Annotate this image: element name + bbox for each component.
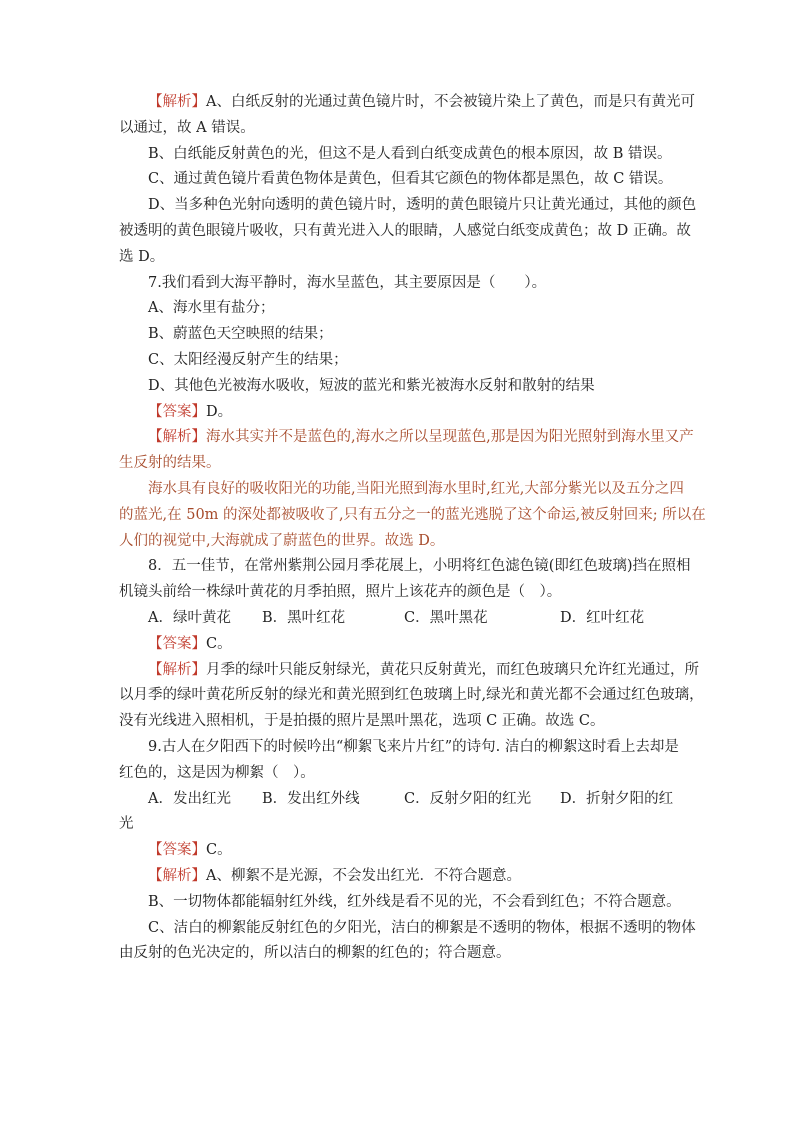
line-text: 月季的绿叶只能反射绿光，黄花只反射黄光，而红色玻璃只允许红光通过，所 xyxy=(206,661,699,678)
line-text: 海水具有良好的吸收阳光的功能,当阳光照到海水里时,红光,大部分紫光以及五分之四 xyxy=(148,480,684,497)
line-text: 红色的，这是因为柳絮（ ）。 xyxy=(119,764,315,781)
text-line xyxy=(119,90,695,116)
text-line xyxy=(119,322,681,348)
text-line xyxy=(119,838,681,864)
line-text: 选 D。 xyxy=(119,248,165,265)
text-line xyxy=(119,425,694,451)
line-text: 机镜头前给一株绿叶黄花的月季拍照，照片上该花卉的颜色是（ ）。 xyxy=(119,584,562,601)
line-text: 以月季的绿叶黄花所反射的绿光和黄光照到红色玻璃上时,绿光和黄光都不会通过红色玻璃， xyxy=(119,687,704,704)
text-line xyxy=(119,529,681,555)
text-line xyxy=(119,503,706,529)
text-line xyxy=(119,658,699,684)
text-line xyxy=(119,864,681,890)
line-text: 光 xyxy=(119,816,134,833)
section-label: 【答案】 xyxy=(148,403,206,420)
text-line xyxy=(119,683,704,709)
line-text: C、洁白的柳絮能反射红色的夕阳光，洁白的柳絮是不透明的物体，根据不透明的物体 xyxy=(148,919,696,936)
option-item: A．发出红光 xyxy=(148,790,231,807)
line-text: 以通过，故 A 错误。 xyxy=(119,119,255,136)
text-line xyxy=(119,916,696,942)
options-line xyxy=(119,787,681,813)
line-text: 被透明的黄色眼镜片吸收，只有黄光进入人的眼睛，人感觉白纸变成黄色；故 D 正确。故 xyxy=(119,222,691,239)
option-item: A．绿叶黄花 xyxy=(148,609,231,626)
line-text: C。 xyxy=(206,842,232,859)
option-item: B．发出红外线 xyxy=(262,790,360,807)
text-line xyxy=(119,735,681,761)
text-line xyxy=(119,142,681,168)
line-text: A、白纸反射的光通过黄色镜片时，不会被镜片染上了黄色，而是只有黄光可 xyxy=(206,94,695,110)
section-label: 【答案】 xyxy=(148,842,206,859)
line-text: 9.古人在夕阳西下的时候吟出“柳絮飞来片片红”的诗句. 洁白的柳絮这时看上去却是 xyxy=(148,738,679,755)
line-text: 8．五一佳节，在常州紫荆公园月季花展上，小明将红色滤色镜(即红色玻璃)挡在照相 xyxy=(148,558,691,575)
line-text: 生反射的结果。 xyxy=(119,455,221,472)
text-line xyxy=(119,219,691,245)
line-text: B、蔚蓝色天空映照的结果； xyxy=(148,326,333,343)
line-text: D。 xyxy=(206,403,233,420)
text-line xyxy=(119,193,697,219)
text-line xyxy=(119,761,681,787)
line-text: A、柳絮不是光源，不会发出红光．不符合题意。 xyxy=(206,867,521,884)
text-line xyxy=(119,374,681,400)
line-text: 7.我们看到大海平静时，海水呈蓝色，其主要原因是（ ）。 xyxy=(148,274,547,291)
line-text: D、其他色光被海水吸收，短波的蓝光和紫光被海水反射和散射的结果 xyxy=(148,377,595,394)
text-line xyxy=(119,477,684,503)
line-text: 由反射的色光决定的，所以洁白的柳絮的红色的；符合题意。 xyxy=(119,945,511,962)
section-label: 【答案】 xyxy=(148,635,206,652)
line-text: 的蓝光,在 50m 的深处都被吸收了,只有五分之一的蓝光逃脱了这个命运,被反射回来; 所以在 xyxy=(119,506,706,523)
text-line xyxy=(119,812,681,838)
document-page xyxy=(119,90,706,967)
option-item: B．黑叶红花 xyxy=(262,609,346,626)
text-line xyxy=(119,348,681,374)
text-line xyxy=(119,890,681,916)
line-text: 海水其实并不是蓝色的,海水之所以呈现蓝色,那是因为阳光照射到海水里又产 xyxy=(206,429,694,446)
text-line xyxy=(119,709,681,735)
line-text: A、海水里有盐分； xyxy=(148,300,275,317)
text-line xyxy=(119,554,691,580)
text-line xyxy=(119,245,681,271)
text-line xyxy=(119,941,681,967)
section-label: 【解析】 xyxy=(148,867,206,884)
line-text: C。 xyxy=(206,635,232,652)
section-label: 【解析】 xyxy=(148,94,206,110)
line-text: 人们的视觉中,大海就成了蔚蓝色的世界。故选 D。 xyxy=(119,532,445,549)
line-text: 没有光线进入照相机，于是拍摄的照片是黑叶黑花，选项 C 正确。故选 C。 xyxy=(119,713,605,730)
option-item: D．折射夕阳的红 xyxy=(560,790,674,807)
option-item: C．黑叶黑花 xyxy=(404,609,488,626)
line-text: C、通过黄色镜片看黄色物体是黄色，但看其它颜色的物体都是黑色，故 C 错误。 xyxy=(148,171,673,188)
text-line xyxy=(119,580,681,606)
line-text: B、白纸能反射黄色的光，但这不是人看到白纸变成黄色的根本原因，故 B 错误。 xyxy=(148,145,672,162)
option-item: D．红叶红花 xyxy=(560,609,645,626)
text-line xyxy=(119,167,681,193)
text-line xyxy=(119,296,681,322)
text-line xyxy=(119,116,681,142)
line-text: C、太阳经漫反射产生的结果； xyxy=(148,351,348,368)
text-line xyxy=(119,451,681,477)
section-label: 【解析】 xyxy=(148,661,206,678)
text-line xyxy=(119,400,681,426)
option-item: C．反射夕阳的红光 xyxy=(404,790,532,807)
line-text: D、当多种色光射向透明的黄色镜片时，透明的黄色眼镜片只让黄光通过，其他的颜色 xyxy=(148,197,697,214)
line-text: B、一切物体都能辐射红外线，红外线是看不见的光，不会看到红色；不符合题意。 xyxy=(148,893,681,910)
text-line xyxy=(119,271,681,297)
section-label: 【解析】 xyxy=(148,429,206,446)
options-line xyxy=(119,606,681,632)
text-line xyxy=(119,632,681,658)
